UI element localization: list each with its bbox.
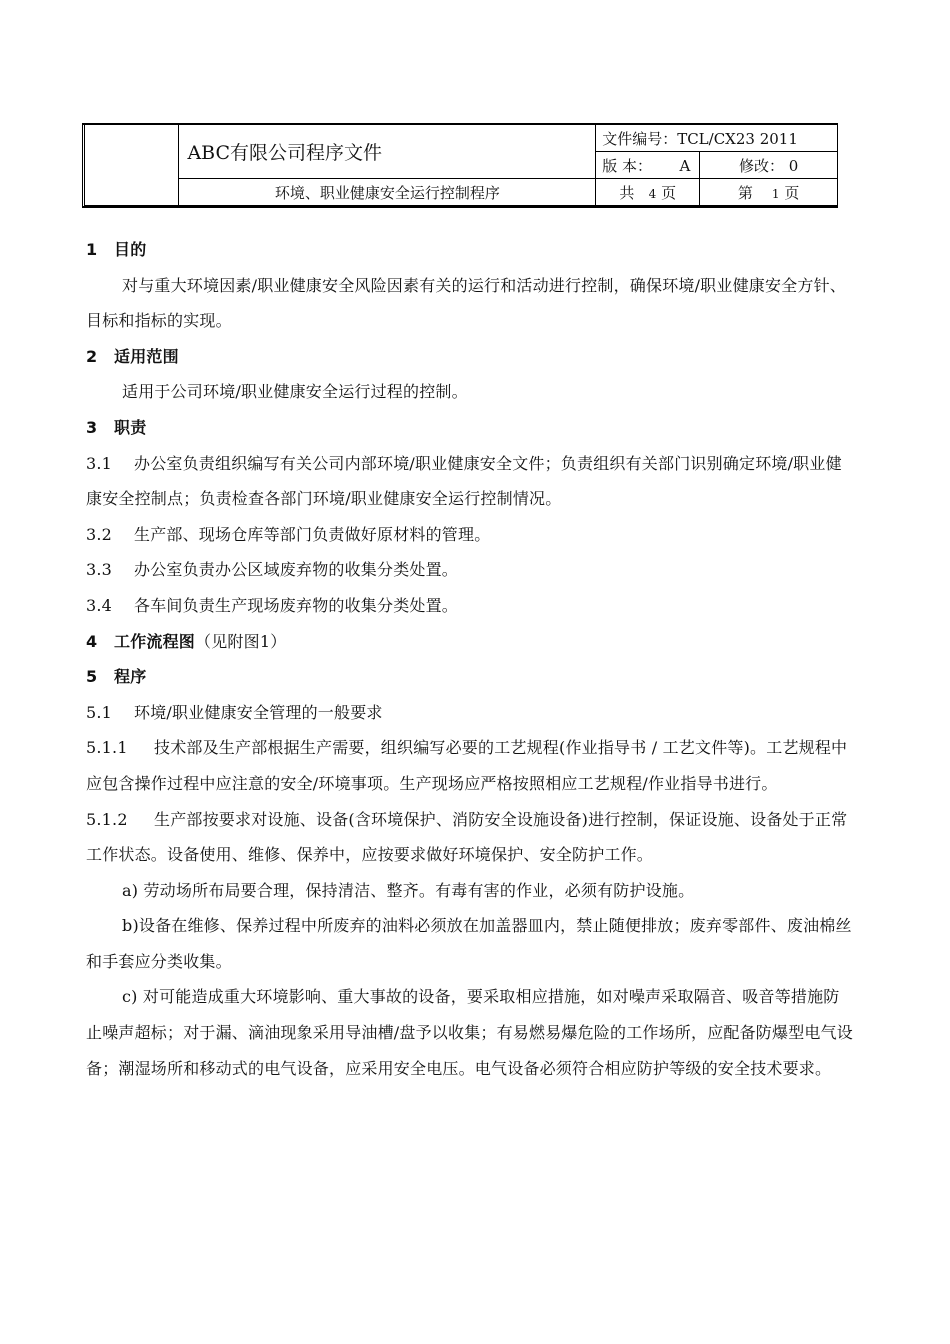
section-heading-1: 1 目的 bbox=[86, 240, 147, 259]
item-c: c) 对可能造成重大环境影响、重大事故的设备，要采取相应措施，如对噪声采取隔音、吸音等措施防止噪声超标；对于漏、滴油现象采用导油槽/盘予以收集；有易燃易爆危险的工作场所，应配备防爆型电气设备；潮湿场所和移动式的电气设备，应采用安全电压。电气设备必须符合相应防护等级的安全技术要求。 bbox=[86, 987, 853, 1078]
section-2-text: 适用于公司环境/职业健康安全运行过程的控制。 bbox=[122, 382, 468, 402]
doc-number: 文件编号：TCL/CX23 2011 bbox=[596, 125, 838, 152]
section-5-1-1: 5.1.1 技术部及生产部根据生产需要，组织编写必要的工艺规程(作业指导书 / 工艺文件等)。工艺规程中应包含操作过程中应注意的安全/环境事项。生产现场应严格按照相应工艺规程/作业指导书进行。 bbox=[86, 738, 848, 793]
section-heading-2: 2 适用范围 bbox=[86, 346, 179, 366]
total-pages-pre: 共 bbox=[619, 183, 635, 202]
section-5-1-2: 5.1.2 生产部按要求对设施、设备(含环境保护、消防安全设施设备)进行控制，保证设施、设备处于正常工作状态。设备使用、维修、保养中，应按要求做好环境保护、安全防护工作。 bbox=[86, 809, 848, 865]
page-number bbox=[700, 179, 838, 206]
section-3-2: 3.2 生产部、现场仓库等部门负责做好原材料的管理。 bbox=[86, 524, 491, 544]
total-pages-num: 4 bbox=[648, 186, 657, 201]
document-body bbox=[86, 232, 854, 1086]
revision: 修改： 0 bbox=[700, 152, 838, 179]
section-heading-4: 4 工作流程图（见附图1） bbox=[86, 631, 287, 651]
version-cell bbox=[596, 152, 700, 179]
section-3-1: 3.1 办公室负责组织编写有关公司内部环境/职业健康安全文件；负责组织有关部门识别确定环境/职业健康安全控制点；负责检查各部门环境/职业健康安全运行控制情况。 bbox=[86, 453, 842, 509]
total-pages-post: 页 bbox=[661, 183, 677, 202]
item-a: a) 劳动场所布局要合理，保持清洁、整齐。有毒有害的作业，必须有防护设施。 bbox=[122, 880, 695, 900]
total-pages bbox=[596, 179, 700, 206]
page-pre: 第 bbox=[737, 183, 753, 202]
section-1-text: 对与重大环境因素/职业健康安全风险因素有关的运行和活动进行控制，确保环境/职业健康安全方针、目标和指标的实现。 bbox=[86, 275, 846, 331]
page-num: 1 bbox=[771, 186, 780, 201]
item-b: b)设备在维修、保养过程中所废弃的油料必须放在加盖器皿内，禁止随便排放；废弃零部件、废油棉丝和手套应分类收集。 bbox=[86, 916, 852, 971]
company-name: ABC有限公司程序文件 bbox=[179, 125, 596, 179]
page-post: 页 bbox=[784, 183, 800, 202]
header-bottom-rule bbox=[82, 204, 838, 208]
header-top-rule bbox=[82, 123, 838, 127]
version-label: 版 本： bbox=[602, 156, 652, 175]
section-heading-5: 5 程序 bbox=[86, 667, 147, 687]
section-3-4: 3.4 各车间负责生产现场废弃物的收集分类处置。 bbox=[86, 595, 459, 615]
section-3-3: 3.3 办公室负责办公区域废弃物的收集分类处置。 bbox=[86, 560, 459, 580]
version-value: A bbox=[679, 156, 691, 175]
document-title: 环境、职业健康安全运行控制程序 bbox=[179, 179, 596, 206]
section-heading-3: 3 职责 bbox=[86, 417, 147, 437]
section-5-1: 5.1 环境/职业健康安全管理的一般要求 bbox=[86, 702, 383, 722]
document-header-table bbox=[82, 124, 838, 206]
logo-cell bbox=[84, 125, 179, 206]
